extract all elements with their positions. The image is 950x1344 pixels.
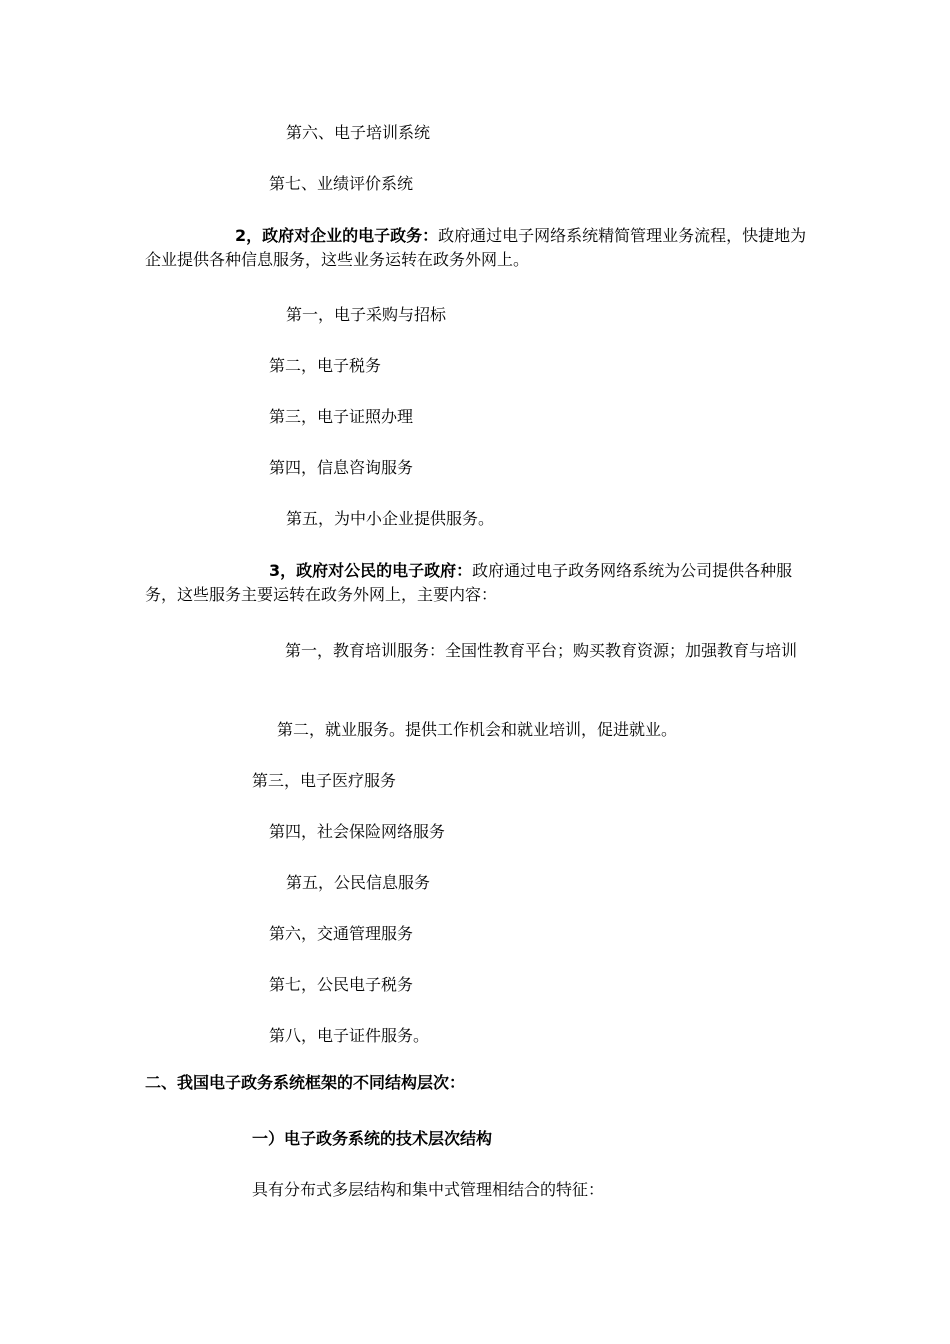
paragraph (145, 224, 810, 272)
list-item: 第二，电子税务 (269, 356, 382, 375)
paragraph-heading: 3，政府对公民的电子政府： (269, 561, 473, 580)
list-item: 第七，公民电子税务 (269, 975, 414, 994)
list-item: 第三，电子医疗服务 (252, 771, 397, 790)
paragraph-text: 政府通过电子网络系统精简管理业务流程，快捷地为企业提供各种信息服务，这些业务运转在政务外网上。 (145, 226, 807, 269)
list-item: 第五，公民信息服务 (286, 873, 431, 892)
list-item: 第二，就业服务。提供工作机会和就业培训，促进就业。 (277, 720, 678, 739)
list-item: 第三，电子证照办理 (269, 407, 414, 426)
paragraph (145, 559, 810, 607)
list-item: 第八，电子证件服务。 (269, 1026, 430, 1045)
section-heading: 二、我国电子政务系统框架的不同结构层次： (145, 1073, 466, 1092)
list-item: 第七、业绩评价系统 (269, 174, 414, 193)
list-item: 第六，交通管理服务 (269, 924, 414, 943)
list-item: 第五，为中小企业提供服务。 (286, 509, 495, 528)
list-item: 第六、电子培训系统 (286, 123, 431, 142)
paragraph-heading: 2，政府对企业的电子政务： (235, 226, 439, 245)
paragraph: 第一，教育培训服务：全国性教育平台；购买教育资源；加强教育与培训 (285, 641, 798, 660)
list-item: 第四，社会保险网络服务 (269, 822, 446, 841)
body-text: 具有分布式多层结构和集中式管理相结合的特征： (252, 1180, 605, 1199)
paragraph-text: 政府通过电子政务网络系统为公司提供各种服务，这些服务主要运转在政务外网上，主要内容： (145, 561, 793, 604)
list-item: 第四，信息咨询服务 (269, 458, 414, 477)
subsection-heading: 一）电子政务系统的技术层次结构 (252, 1129, 493, 1148)
list-item: 第一，电子采购与招标 (286, 305, 447, 324)
